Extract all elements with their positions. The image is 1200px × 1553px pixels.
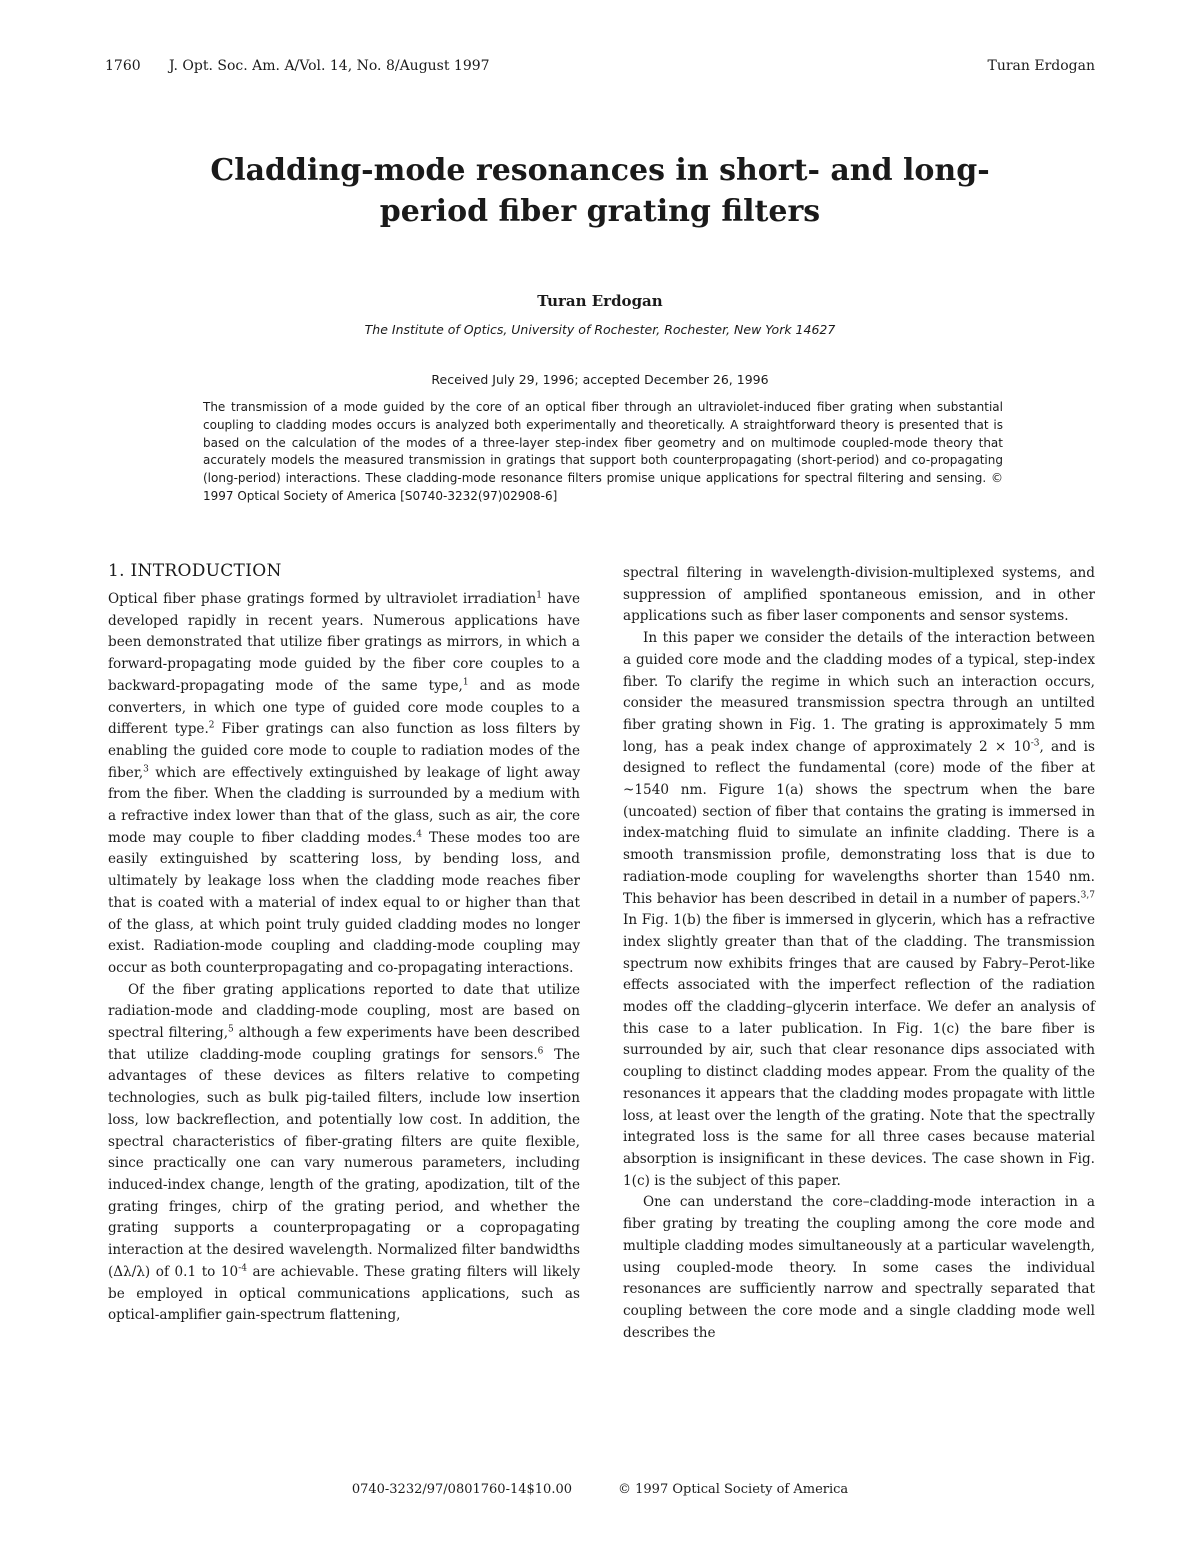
intro-paragraph-3: spectral filtering in wavelength-division-multiplexed systems, and suppression of amplified spontaneous emission, and in other applications such as fiber laser components and sensor systems. [623, 565, 1095, 625]
journal-citation: J. Opt. Soc. Am. A/Vol. 14, No. 8/August 1997 [169, 58, 490, 74]
reference-marker: 5 [228, 1024, 234, 1035]
intro-paragraph-2: Of the fiber grating applications reported to date that utilize radiation-mode and cladding-mode coupling, most are based on spectral filtering,$^5$ although a few experiments have been described that utilize cladding-mode coupling gratings for sensors.$^6$ The advantages of these devices as filters relative to competing technologies, such as bulk pig-tailed filters, include low insertion loss, low backreflection, and potentially low cost. In addition, the spectral characteristics of fiber-grating filters are quite flexible, since practically one can vary numerous parameters, including induced-index change, length of the grating, apodization, tilt of the grating fringes, chirp of the grating period, and whether the grating supports a counterpropagating or a copropagating interaction at the desired wavelength. Normalized filter bandwidths (Δλ/λ) of 0.1 to $10^{-4}$ are achievable. These grating filters will likely be employed in optical communications applications, such as optical-amplifier gain-spectrum flattening, [108, 981, 580, 1324]
running-head-author: Turan Erdogan [987, 58, 1095, 74]
affiliation: The Institute of Optics, University of Rochester, Rochester, New York 14627 [364, 322, 836, 337]
reference-marker: 1 [462, 677, 469, 688]
reference-marker: 2 [208, 720, 215, 731]
author-name: Turan Erdogan [537, 292, 663, 310]
intro-paragraph-4: In this paper we consider the details of the interaction between a guided core mode and the cladding modes of a typical, step-index fiber. To clarify the regime in which such an interaction occurs, consider the measured transmission spectra through an untilted fiber grating shown in Fig. 1. The grating is approximately 5 mm long, has a peak index change of approximately $2 \times 10^{-3}$, and is designed to reflect the fundamental (core) mode of the fiber at ~1540 nm. Figure 1(a) shows the spectrum when the bare (uncoated) section of fiber that contains the grating is immersed in index-matching fluid to simulate an infinite cladding. There is a smooth transmission profile, demonstrating loss that is due to radiation-mode coupling for wavelengths shorter than 1540 nm. This behavior has been described in detail in a number of papers.$^{3,7}$ In Fig. 1(b) the fiber is immersed in glycerin, which has a refractive index slightly greater than that of the cladding. The transmission spectrum now exhibits fringes that are caused by Fabry–Perot-like effects associated with the imperfect reflection of the radiation modes off the cladding–glycerin interface. We defer an analysis of this case to a later publication. In Fig. 1(c) the bare fiber is surrounded by air, such that clear resonance dips associated with coupling to distinct cladding modes appear. From the quality of the resonances it appears that the cladding modes propagate with little loss, at least over the length of the grating. Note that the spectrally integrated loss is the same for all three cases because material absorption is insignificant in these devices. The case shown in Fig. 1(c) is the subject of this paper. [623, 630, 1095, 1189]
running-head-left [105, 58, 490, 74]
abstract: The transmission of a mode guided by the core of an optical fiber through an ultraviolet-induced fiber grating when substantial coupling to cladding modes occurs is analyzed both experimentally and theoretically. A straightforward theory is presented that is based on the calculation of the modes of a three-layer step-index fiber geometry and on multimode coupled-mode theory that accurately models the measured transmission in gratings that support both counterpropagating (short-period) and co-propagating (long-period) interactions. These cladding-mode resonance filters promise unique applications for spectral filtering and sensing. © 1997 Optical Society of America [S0740-3232(97)02908-6] [203, 400, 1003, 503]
exponent: -4 [238, 1263, 247, 1274]
reference-marker: 6 [537, 1046, 544, 1057]
intro-paragraph-1: Optical fiber phase gratings formed by ultraviolet irradiation$^1$ have developed rapidly in recent years. Numerous applications have been demonstrated that utilize fiber gratings as mirrors, in which a forward-propagating mode guided by the fiber core couples to a backward-propagating mode of the same type,$^1$ and as mode converters, in which one type of guided core mode couples to a different type.$^2$ Fiber gratings can also function as loss filters by enabling the guided core mode to couple to radiation modes of the fiber,$^3$ which are effectively extinguished by leakage of light away from the fiber. When the cladding is surrounded by a medium with a refractive index lower than that of the glass, such as air, the core mode may couple to fiber cladding modes.$^4$ These modes too are easily extinguished by scattering loss, by bending loss, and ultimately by leakage loss when the cladding mode reaches fiber that is coated with a material of index equal to or higher than that of the glass, at which point truly guided cladding modes no longer exist. Radiation-mode coupling and cladding-mode coupling may occur as both counterpropagating and co-propagating interactions. [108, 590, 581, 976]
reference-marker: 3 [143, 764, 149, 775]
left-column [108, 560, 580, 1327]
footer-copyright: © 1997 Optical Society of America [618, 1482, 849, 1497]
intro-paragraph-5: One can understand the core–cladding-mode interaction in a fiber grating by treating the coupling among the core mode and multiple cladding modes simultaneously at a particular wavelength, using coupled-mode theory. In some cases the individual resonances are sufficiently narrow and spectrally separated that coupling between the core mode and a single cladding mode well describes the [623, 1194, 1095, 1341]
title-line-2: period fiber grating filters [379, 194, 821, 229]
paper-title [200, 150, 1000, 232]
article-code: 0740-3232/97/0801760-14$10.00 [351, 1482, 572, 1497]
reference-marker: 1 [536, 590, 543, 601]
page-footer [0, 1482, 1200, 1497]
page-number: 1760 [105, 58, 141, 74]
section-heading: 1. INTRODUCTION [108, 561, 282, 581]
running-head [105, 58, 1095, 80]
reference-marker: 4 [416, 829, 422, 840]
exponent: -3 [1030, 738, 1040, 749]
right-column [623, 563, 1095, 1344]
title-line-1: Cladding-mode resonances in short- and long- [210, 153, 990, 188]
reference-marker: 3,7 [1080, 890, 1095, 901]
received-dates: Received July 29, 1996; accepted December 26, 1996 [431, 372, 769, 387]
